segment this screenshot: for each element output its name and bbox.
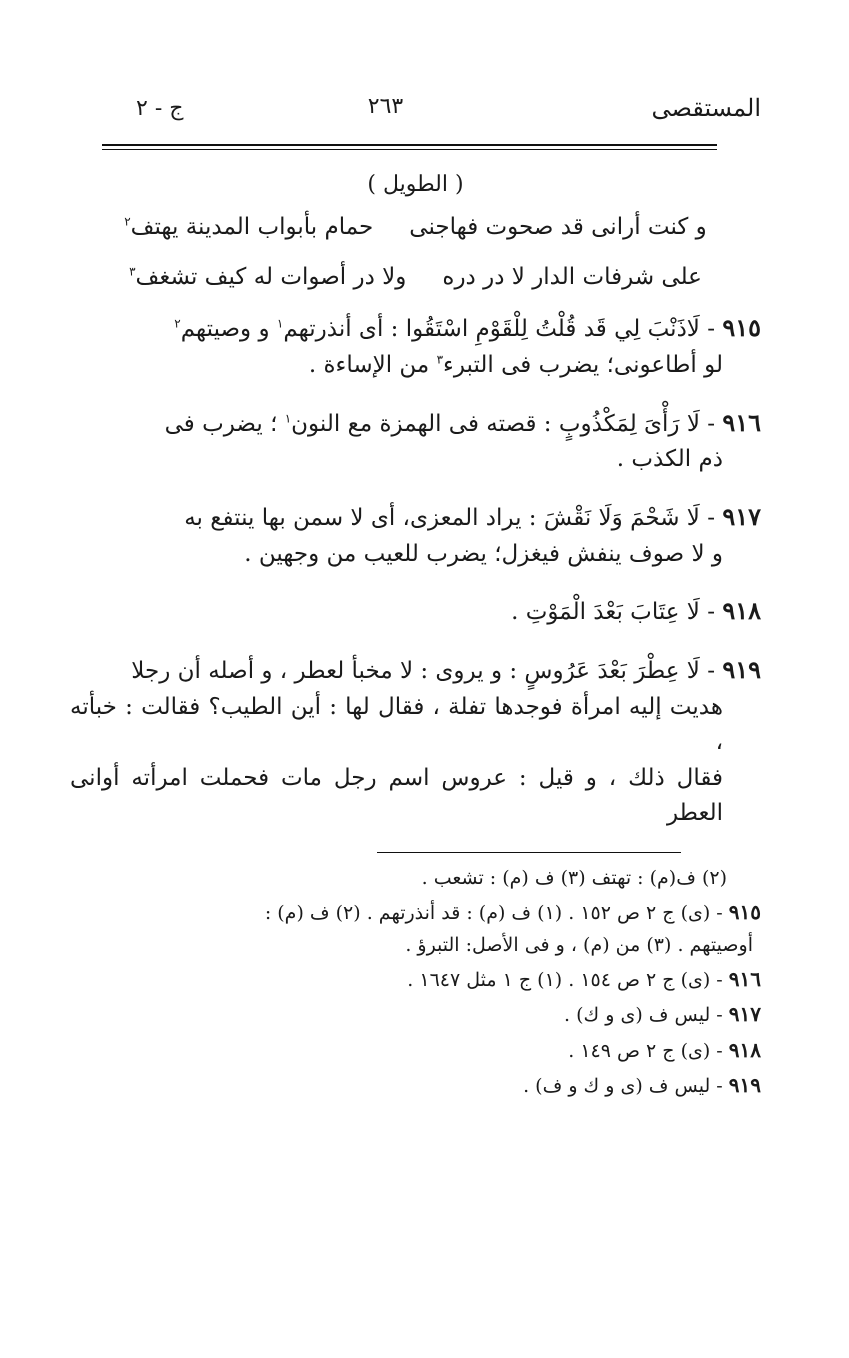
entry-text: - لَاذَنْبَ لِي قَد قُلْتُ لِلْقَوْمِ اسْتَقُوا : أى أنذرتهم <box>283 316 723 343</box>
footnotes <box>40 863 761 1102</box>
entry-text: - لَا رَأْىَ لِمَكْذُوبٍ : قصته فى الهمزة مع النون <box>291 410 723 437</box>
page-header <box>40 90 761 130</box>
book-title: المستقصى <box>651 94 761 122</box>
entry-number: ٩١٥ <box>722 313 761 343</box>
entry-continuation: ذم الكذب . <box>616 446 723 473</box>
entry-continuation: فقال ذلك ، و قيل : عروس اسم رجل مات فحملت امرأته أوانى العطر <box>70 764 723 827</box>
footnote: ٩١٥ - (ى) ج ٢ ص ١٥٢ . (١) ف (م) : قد أنذرتهم . (٢) ف (م) : أوصيتهم . (٣) من (م) ، و فى الأصل: التبرؤ . <box>40 896 761 961</box>
footnote-rule <box>377 852 681 853</box>
entry-text: ؛ يضرب فى <box>164 410 285 437</box>
footnote: ٩١٨ - (ى) ج ٢ ص ١٤٩ . <box>568 1037 761 1062</box>
entry-continuation: لو أطاعونى؛ يضرب فى التبرء$^٣$ من الإساءة . <box>308 352 723 379</box>
footnote-continuation: أوصيتهم . (٣) من (م) ، و فى الأصل: التبرؤ . <box>405 933 753 956</box>
footnote: ٩١٦ - (ى) ج ٢ ص ١٥٤ . (١) ج ١ مثل ١٦٤٧ . <box>407 967 761 992</box>
entry-text: - لَا عِطْرَ بَعْدَ عَرُوسٍ : و يروى : لا مخبأ لعطر ، و أصله أن رجلا <box>131 657 723 684</box>
footnote: ٩١٩ - ليس ف (ى و ك و ف) . <box>523 1073 761 1098</box>
footnote-entry-number: ٩١٥ <box>728 900 761 925</box>
footnote-entry-number: ٩١٨ <box>728 1037 761 1062</box>
main-text <box>70 168 761 832</box>
footnote: (٢) ف(م) : تهتف (٣) ف (م) : تشعب . <box>421 867 727 890</box>
page-number: ٢٦٣ <box>367 94 404 119</box>
footnote-marker: ١ <box>284 411 292 425</box>
entry-continuation: و لا صوف ينفش فيغزل؛ يضرب للعيب من وجهين . <box>244 540 723 567</box>
poetic-meter: ( الطويل ) <box>367 172 464 197</box>
footnote-marker: ٢ <box>124 214 131 229</box>
proverb-entry <box>70 404 761 478</box>
volume-label: ج - ٢ <box>136 96 184 121</box>
verse-line <box>70 260 761 296</box>
entry-text: و وصيتهم <box>180 316 277 343</box>
entry-number: ٩١٩ <box>722 654 761 684</box>
footnote-marker: ٣ <box>129 264 136 279</box>
proverb-entry <box>70 592 761 631</box>
proverb-entry <box>70 309 761 383</box>
footnote: ٩١٧ - ليس ف (ى و ك) . <box>564 1002 761 1027</box>
verse-hemistich-first: على شرفات الدار لا در دره <box>442 263 702 290</box>
verse-hemistich-first: و كنت أرانى قد صحوت فهاجنى <box>409 214 707 241</box>
footnote-marker: ٣ <box>436 352 444 367</box>
entry-number: ٩١٦ <box>722 407 761 437</box>
footnote-entry-number: ٩١٩ <box>728 1073 761 1098</box>
entry-number: ٩١٧ <box>722 501 761 531</box>
proverb-entry <box>70 498 761 572</box>
verse-hemistich-second: حمام بأبواب المدينة يهتف$^٢$ <box>124 214 374 241</box>
entry-number: ٩١٨ <box>722 596 761 626</box>
header-rule <box>102 144 717 150</box>
proverb-entry <box>70 651 761 832</box>
entry-text: - لَا عِتَابَ بَعْدَ الْمَوْتِ . <box>511 599 723 626</box>
entry-text: - لَا شَحْمَ وَلَا نَقْشَ : يراد المعزى، أى لا سمن بها ينتفع به <box>184 504 723 531</box>
footnote-marker: ١ <box>276 316 284 331</box>
verse-line <box>70 210 761 246</box>
footnote-entry-number: ٩١٧ <box>728 1002 761 1027</box>
footnote-entry-number: ٩١٦ <box>728 967 761 992</box>
verse-hemistich-second: ولا در أصوات له كيف تشغف$^٣$ <box>129 263 407 290</box>
entry-continuation: هديت إليه امرأة فوجدها تفلة ، فقال لها : أين الطيب؟ فقالت : خبأته ، <box>70 693 723 756</box>
footnote-marker: ٢ <box>174 316 181 331</box>
